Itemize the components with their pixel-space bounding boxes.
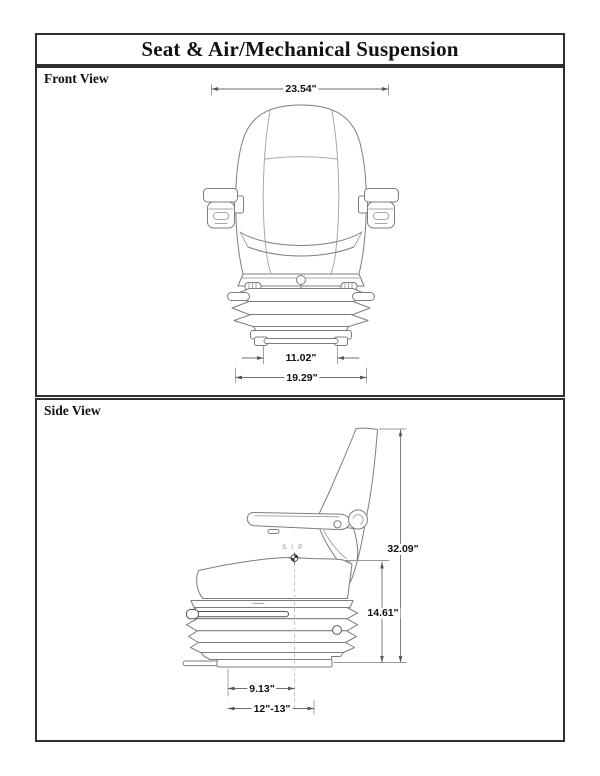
side-suspension-plate	[191, 601, 353, 608]
dim-base-depth-label: 9.13"	[249, 682, 275, 695]
front-suspension-bellows	[228, 289, 375, 332]
page-title: Seat & Air/Mechanical Suspension	[141, 37, 459, 61]
dim-inner-base-width-label: 11.02"	[285, 351, 317, 364]
front-view-drawing	[37, 68, 563, 395]
dim-overall-width-label: 23.54"	[285, 82, 317, 95]
front-view-label: Front View	[44, 71, 109, 86]
side-armrest-pivot	[349, 510, 368, 529]
title-box	[35, 33, 565, 66]
front-base-plate	[251, 331, 352, 346]
side-view-panel	[35, 398, 565, 742]
side-view-label: Side View	[44, 403, 101, 418]
front-view-panel	[35, 66, 565, 397]
side-view-drawing	[37, 400, 563, 740]
dim-overall-height-label: 32.09"	[387, 542, 419, 555]
dim-seat-height-label: 14.61"	[367, 606, 399, 619]
side-seat-cushion	[197, 557, 352, 598]
dim-outer-base-width-label: 19.29"	[286, 371, 318, 384]
dim-height-range-label: 12"-13"	[253, 702, 291, 715]
side-base-plate	[183, 660, 332, 668]
sip-label: S I P	[281, 543, 305, 551]
front-seat-back	[236, 105, 367, 274]
